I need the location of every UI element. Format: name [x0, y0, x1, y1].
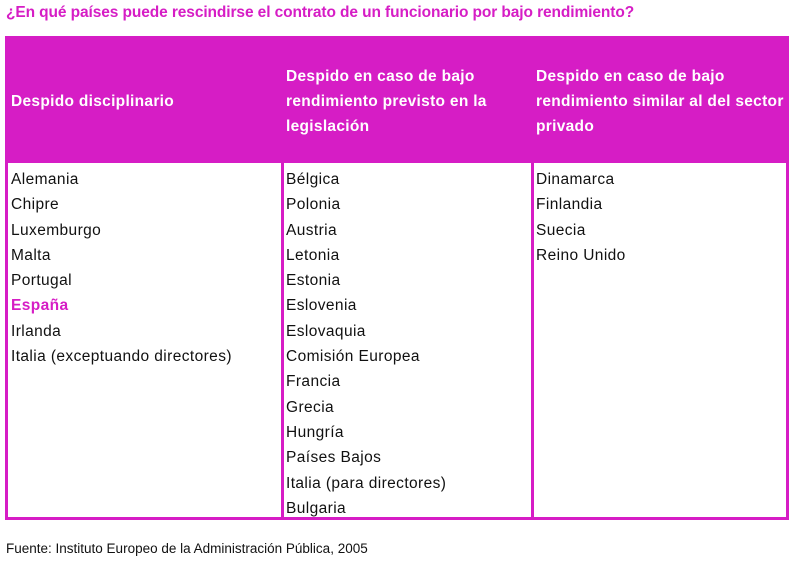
table-cell: Italia (exceptuando directores) — [11, 348, 232, 366]
table-cell: Letonia — [286, 246, 340, 264]
table-cell: Malta — [11, 246, 51, 264]
table-cell: Italia (para directores) — [286, 474, 447, 492]
table-cell: Hungría — [286, 423, 344, 441]
column-legislated-performance — [286, 167, 446, 521]
table-cell: Eslovenia — [286, 297, 357, 315]
table-cell: Reino Unido — [536, 246, 626, 264]
table-cell: Países Bajos — [286, 449, 382, 467]
column-disciplinary — [11, 167, 232, 369]
table-cell: Portugal — [11, 272, 72, 290]
column-divider — [281, 39, 284, 517]
table-cell: Luxemburgo — [11, 221, 102, 239]
table-cell: Dinamarca — [536, 171, 615, 188]
table-cell: Suecia — [536, 221, 586, 239]
table-cell: Bélgica — [286, 171, 340, 188]
table-cell: Chipre — [11, 196, 60, 214]
header-legislated-performance: Despido en caso de bajo rendimiento previsto en la legislación — [286, 67, 487, 135]
table-cell: Francia — [286, 373, 341, 391]
column-divider — [531, 39, 534, 517]
table-cell: España — [11, 297, 69, 315]
table-cell: Estonia — [286, 272, 341, 290]
table-cell: Austria — [286, 221, 338, 239]
header-disciplinary: Despido disciplinario — [11, 92, 175, 110]
table-cell: Irlanda — [11, 322, 62, 340]
table-cell: Comisión Europea — [286, 348, 420, 366]
countries-table — [5, 36, 789, 520]
page-title: ¿En qué países puede rescindirse el contrato de un funcionario por bajo rendimiento? — [6, 4, 635, 21]
source-note: Fuente: Instituto Europeo de la Administración Pública, 2005 — [6, 541, 368, 556]
table-cell: Grecia — [286, 398, 335, 416]
table-cell: Eslovaquia — [286, 322, 366, 340]
table-cell: Polonia — [286, 196, 341, 214]
table-cell: Alemania — [11, 171, 79, 188]
column-private-sector-performance — [536, 167, 626, 268]
header-private-sector-performance: Despido en caso de bajo rendimiento similar al del sector privado — [536, 67, 784, 135]
table-cell: Bulgaria — [286, 499, 347, 517]
table-cell: Finlandia — [536, 196, 603, 214]
